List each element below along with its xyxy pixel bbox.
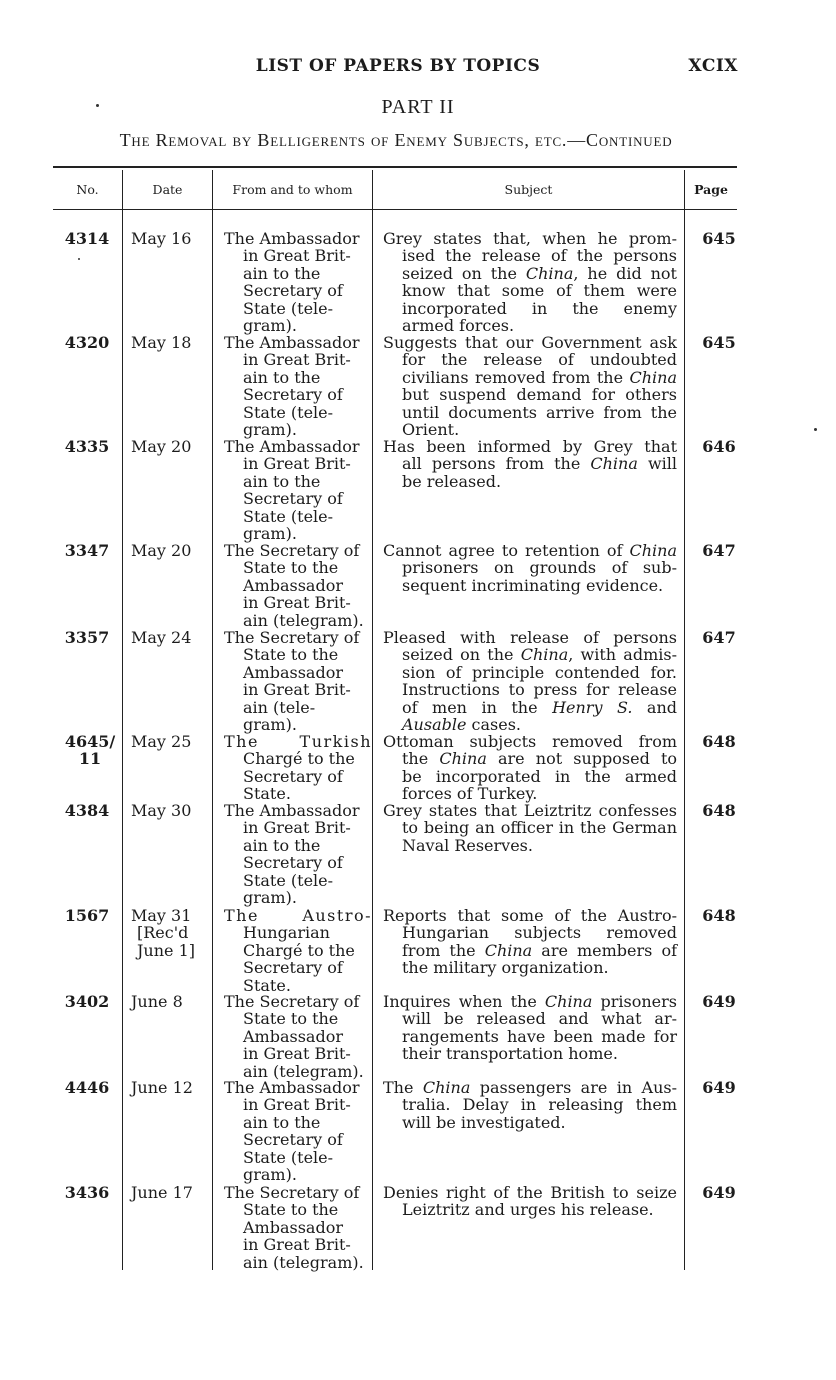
subject-line: Naval Reserves. [402, 835, 533, 855]
column-header-subject: Subject [504, 182, 553, 197]
subject-text: prisoners [592, 992, 677, 1011]
from-line: Secretary of [243, 766, 343, 786]
subject-line: Has been informed by Grey that [383, 437, 677, 456]
folio-number: XCIX [688, 56, 738, 76]
date-line: May 24 [131, 628, 192, 647]
from-line: State to the [243, 1200, 339, 1220]
from-line: in Great Brit- [243, 1095, 351, 1115]
row-page: 647 [702, 628, 736, 647]
from-line: ain (telegram). [243, 1252, 364, 1272]
print-speck [814, 428, 817, 431]
row-page: 645 [702, 333, 736, 352]
row-from-to [224, 1184, 372, 1271]
row-date [131, 733, 217, 750]
subject-line: incorporated in the enemy [402, 298, 677, 318]
row-subject [383, 907, 677, 977]
from-line: ain to the [243, 367, 321, 387]
row-date [131, 438, 217, 455]
subject-line [383, 1079, 677, 1096]
vessel-name: China [590, 454, 638, 474]
subject-line [383, 455, 677, 472]
subject-line: Pleased with release of persons [383, 628, 677, 647]
from-line: The Ambassador [224, 1078, 360, 1097]
from-line: State. [243, 975, 291, 995]
from-line: State (tele- [243, 506, 334, 526]
subject-text: Cannot agree to retention of [383, 541, 630, 560]
date-line: May 25 [131, 732, 192, 751]
from-line: State. [243, 784, 291, 804]
subject-line [383, 716, 677, 733]
from-line: ain to the [243, 471, 321, 491]
subject-line: be incorporated in the armed [402, 766, 677, 786]
column-divider [122, 170, 123, 1270]
from-line: The Ambassador [224, 333, 360, 352]
subject-line: forces of Turkey. [402, 784, 538, 804]
row-date [131, 334, 217, 351]
subject-text: of men in the [402, 697, 553, 717]
subject-line [383, 542, 677, 559]
row-from-to [224, 438, 372, 542]
row-date [131, 802, 217, 819]
date-line: June 12 [131, 1078, 193, 1097]
row-subject [383, 802, 677, 854]
from-line: State (tele- [243, 1147, 334, 1167]
part-title: PART II [381, 96, 455, 118]
from-line: in Great Brit- [243, 350, 351, 370]
subject-line: armed forces. [402, 316, 515, 336]
row-subject [383, 334, 677, 438]
subject-line: for the release of undoubted [402, 350, 677, 370]
vessel-name: China [544, 992, 593, 1011]
subject-line: Ottoman subjects removed from [383, 732, 677, 751]
from-line: State to the [243, 558, 339, 578]
subject-line [383, 646, 677, 663]
row-page: 649 [702, 1078, 736, 1097]
vessel-name: China [439, 749, 487, 769]
row-subject [383, 230, 677, 334]
subject-line: to being an officer in the German [402, 818, 677, 838]
from-line: Chargé to the [243, 749, 355, 769]
subject-line [383, 750, 677, 767]
from-line: State (tele- [243, 870, 334, 890]
row-from-to [224, 802, 372, 906]
row-subject [383, 993, 677, 1063]
column-header-date: Date [152, 182, 183, 197]
subject-line: be released. [402, 471, 502, 491]
subject-line: rangements have been made for [402, 1026, 677, 1046]
from-line: in Great Brit- [243, 1044, 351, 1064]
from-line: in Great Brit- [243, 1235, 351, 1255]
from-line: The Secretary of [224, 628, 360, 647]
subject-line: sion of principle contended for. [402, 662, 677, 682]
row-number: 4446 [64, 1078, 110, 1097]
date-line: [Rec'd [137, 923, 189, 943]
column-divider [372, 170, 373, 1270]
from-line: gram). [243, 524, 297, 544]
from-line: Hungarian [243, 923, 330, 943]
subject-text: are members of [532, 940, 677, 960]
subject-text: , he did not [573, 263, 677, 283]
row-from-to [224, 629, 372, 733]
subject-line [383, 993, 677, 1010]
from-line: Ambassador [243, 1026, 343, 1046]
from-line: State to the [243, 645, 339, 665]
row-number: 3436 [64, 1183, 110, 1202]
date-line: May 18 [131, 333, 192, 352]
date-line: June 8 [131, 992, 183, 1011]
row-date [131, 629, 217, 646]
row-page: 645 [702, 229, 736, 248]
date-line: May 20 [131, 437, 192, 456]
row-from-to [224, 733, 372, 803]
subject-line: Instructions to press for release [402, 680, 677, 700]
from-line: Secretary of [243, 281, 343, 301]
row-date [131, 907, 217, 959]
row-number: 3357 [64, 628, 110, 647]
from-line: in Great Brit- [243, 246, 351, 266]
row-number: 4645/ 11 [64, 732, 116, 769]
vessel-name: China [525, 263, 574, 283]
row-date [131, 993, 217, 1010]
subject-line: ised the release of the persons [402, 246, 677, 266]
row-subject [383, 733, 677, 803]
from-line: Ambassador [243, 1217, 343, 1237]
row-page: 648 [702, 732, 736, 751]
row-date [131, 1184, 217, 1201]
row-subject [383, 1184, 677, 1219]
row-page: 648 [702, 906, 736, 925]
from-line: gram). [243, 420, 297, 440]
subject-line [383, 699, 677, 716]
row-number: 4320 [64, 333, 110, 352]
from-line: The Turkish [224, 732, 372, 751]
vessel-name: Henry S. [552, 697, 633, 717]
column-header-page: Page [694, 182, 728, 197]
date-line: May 31 [131, 906, 192, 925]
from-line: ain to the [243, 835, 321, 855]
from-line: in Great Brit- [243, 818, 351, 838]
vessel-name: China [629, 367, 677, 387]
subject-text: seized on the [402, 263, 526, 283]
from-line: The Secretary of [224, 1183, 360, 1202]
row-page: 649 [702, 1183, 736, 1202]
row-page: 649 [702, 992, 736, 1011]
from-line: The Ambassador [224, 801, 360, 820]
running-head [0, 56, 836, 80]
subject-text: will [637, 454, 677, 474]
row-number: 3402 [64, 992, 110, 1011]
from-line: in Great Brit- [243, 454, 351, 474]
row-page: 646 [702, 437, 736, 456]
subject-text: The [383, 1078, 423, 1097]
row-from-to [224, 907, 372, 994]
subject-text: from the [402, 940, 485, 960]
subject-text: all persons from the [402, 454, 591, 474]
vessel-name: China [484, 940, 533, 960]
subject-line: Suggests that our Government ask [383, 333, 677, 352]
from-line: State (tele- [243, 298, 334, 318]
from-line: ain (tele- [243, 697, 316, 717]
from-line: gram). [243, 715, 297, 735]
row-date [131, 542, 217, 559]
subject-text: , with admis- [568, 645, 677, 665]
from-line: The Ambassador [224, 229, 360, 248]
from-line: Secretary of [243, 853, 343, 873]
subject-text: and [632, 697, 678, 717]
date-line: June 17 [131, 1183, 193, 1202]
subject-line [383, 265, 677, 282]
subject-line: until documents arrive from the [402, 402, 677, 422]
subject-line [383, 942, 677, 959]
from-line: gram). [243, 316, 297, 336]
subject-line: tralia. Delay in releasing them [402, 1095, 677, 1115]
subject-text: are not supposed to [486, 749, 678, 769]
vessel-name: China [422, 1078, 471, 1097]
column-header-from: From and to whom [232, 182, 353, 197]
from-line: ain to the [243, 1112, 321, 1132]
section-title: The Removal by Belligerents of Enemy Subjects, etc.—Continued [119, 130, 673, 150]
print-speck [78, 258, 80, 260]
table-header-rule [53, 209, 737, 210]
from-line: State (tele- [243, 402, 334, 422]
row-number: 4384 [64, 801, 110, 820]
from-line: State to the [243, 1009, 339, 1029]
subject-line: their transportation home. [402, 1044, 618, 1064]
from-line: Chargé to the [243, 940, 355, 960]
vessel-name: China [629, 541, 677, 560]
subject-text: Inquires when the [383, 992, 545, 1011]
date-line: June 1] [137, 940, 195, 960]
from-line: gram). [243, 1165, 297, 1185]
from-line: Ambassador [243, 575, 343, 595]
subject-line: Orient. [402, 420, 460, 440]
from-line: The Ambassador [224, 437, 360, 456]
from-line: gram). [243, 888, 297, 908]
subject-text: passengers are in Aus- [470, 1078, 678, 1097]
subject-line: the military organization. [402, 958, 609, 978]
row-number: 3347 [64, 541, 110, 560]
subject-line: Hungarian subjects removed [402, 923, 677, 943]
from-line: ain (telegram). [243, 1061, 364, 1081]
from-line: The Secretary of [224, 992, 360, 1011]
row-from-to [224, 542, 372, 629]
subject-line: will be investigated. [402, 1112, 566, 1132]
from-line: Secretary of [243, 489, 343, 509]
row-date [131, 230, 217, 247]
from-line: Secretary of [243, 958, 343, 978]
date-line: May 16 [131, 229, 192, 248]
subject-text: civilians removed from the [402, 367, 630, 387]
from-line: The Secretary of [224, 541, 360, 560]
row-from-to [224, 993, 372, 1080]
date-line: May 30 [131, 801, 192, 820]
from-line: Secretary of [243, 385, 343, 405]
row-page: 648 [702, 801, 736, 820]
row-subject [383, 1079, 677, 1131]
subject-line: Grey states that, when he prom- [383, 229, 677, 248]
subject-line: Leiztritz and urges his release. [402, 1200, 654, 1220]
column-header-no: No. [76, 182, 99, 197]
subject-line: prisoners on grounds of sub- [402, 558, 677, 578]
subject-line: but suspend demand for others [402, 385, 677, 405]
vessel-name: China [520, 645, 569, 665]
from-line: in Great Brit- [243, 593, 351, 613]
row-page: 647 [702, 541, 736, 560]
row-subject [383, 629, 677, 733]
subject-line: Denies right of the British to seize [383, 1183, 677, 1202]
subject-line: know that some of them were [402, 281, 677, 301]
subject-text: seized on the [402, 645, 521, 665]
from-line: in Great Brit- [243, 680, 351, 700]
subject-text: cases. [466, 715, 521, 735]
subject-line: sequent incriminating evidence. [402, 575, 664, 595]
row-number: 4314 [64, 229, 110, 248]
row-from-to [224, 1079, 372, 1183]
subject-text: the [402, 749, 440, 769]
row-date [131, 1079, 217, 1096]
row-from-to [224, 230, 372, 334]
print-speck [96, 104, 99, 107]
row-from-to [224, 334, 372, 438]
date-line: May 20 [131, 541, 192, 560]
table-top-rule [53, 166, 737, 168]
row-subject [383, 542, 677, 594]
subject-line [383, 369, 677, 386]
subject-line: Reports that some of the Austro- [383, 906, 677, 925]
row-number: 4335 [64, 437, 110, 456]
from-line: ain (telegram). [243, 610, 364, 630]
vessel-name: Ausable [402, 715, 467, 735]
running-title: LIST OF PAPERS BY TOPICS [255, 56, 541, 76]
from-line: ain to the [243, 263, 321, 283]
row-subject [383, 438, 677, 490]
row-number: 1567 [64, 906, 110, 925]
from-line: The Austro- [224, 906, 372, 925]
from-line: Ambassador [243, 662, 343, 682]
subject-line: Grey states that Leiztritz confesses [383, 801, 677, 820]
subject-line: will be released and what ar- [402, 1009, 677, 1029]
from-line: Secretary of [243, 1130, 343, 1150]
